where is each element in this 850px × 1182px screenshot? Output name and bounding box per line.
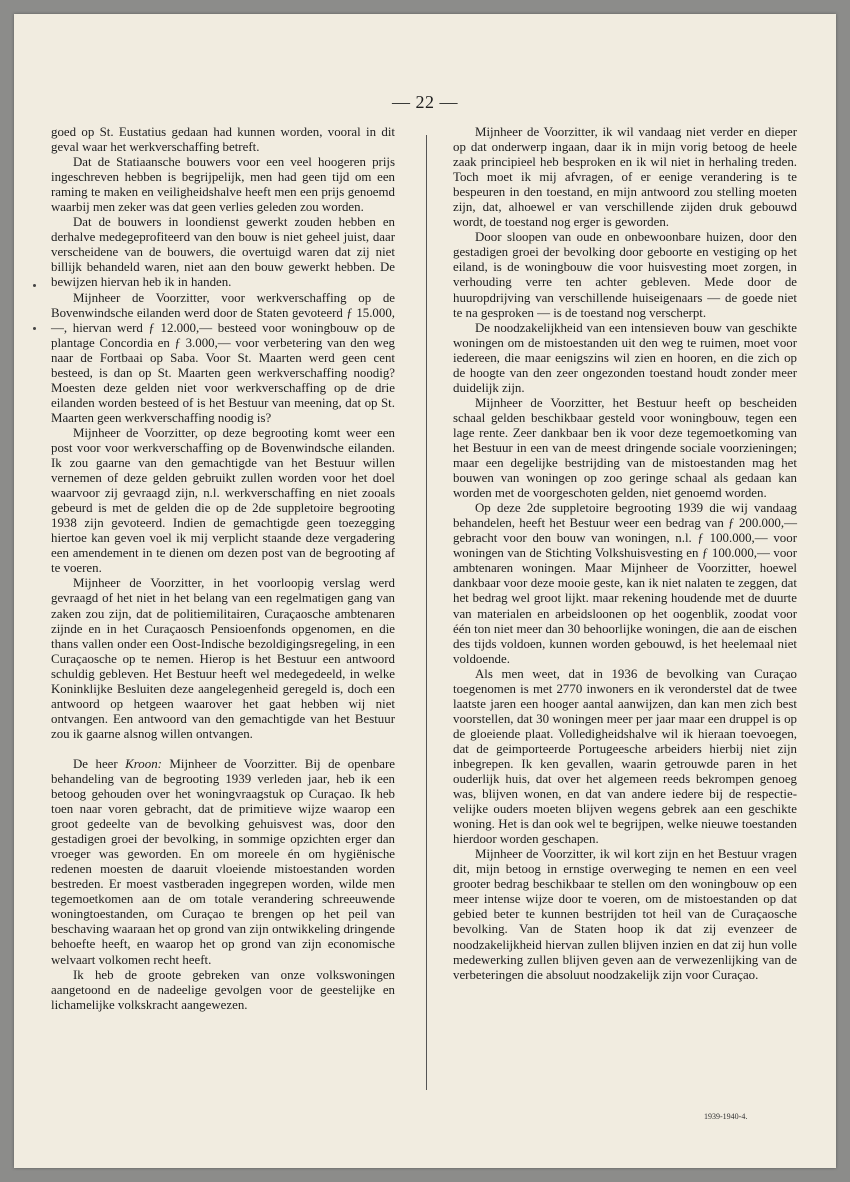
paragraph: Op deze 2de suppletoire begrooting 1939 die wij vandaag behandelen, heeft het Bestuur weer een bedrag van ƒ 200.000,— gebracht voor den bouw van woningen, n.l. ƒ 100.000,— voor woningen van de Stichting Volkshuisvesting en ƒ 100.000,— voor ambtenaren woningen. Maar Mijnheer de Voorzitter, hoewel dankbaar voor deze mooie geste, kan ik niet nalaten te zeggen, dat het bedrag wel groot lijkt. maar rekening houdende met de duurte van materialen en arbeidsloonen op het oogenblik, zoodat voor één ton niet meer dan 30 behoorlijke woningen, die aan de eischen des tijds voldoen, kunnen worden gebouwd, is het heelemaal niet voldoende. — [453, 501, 797, 666]
paragraph: Als men weet, dat in 1936 de bevolking van Curaçao toegenomen is met 2770 inwoners en ik veronderstel dat de twee laatste jaren een hooger aantal aanwijzen, dan kan men zich best voorstellen, dat 30 woningen meer per jaar maar een druppel is op de gloeiende plaat. Volledigheidshalve wil ik hieraan toevoegen, dat de geimporteerde Portugeesche arbeiders hierbij niet zijn inbegrepen. Ik ken gevallen, waarin getrouwde paren in het ouderlijk huis, dat over het algemeen reeds bekrompen genoeg was, blijven wonen, en dat van andere iedere bij de respectievelijke ouders moeten blijven wegens gebrek aan een geschikte woning. Het is dan ook wel te begrijpen, welke nieuwe toestanden hierdoor worden geschapen. — [453, 666, 797, 847]
binding-hole-mark — [33, 327, 36, 330]
column-divider — [426, 135, 427, 1090]
paragraph: Ik heb de groote gebreken van onze volkswoningen aangetoond en de nadeelige gevolgen voor de geestelijke en lichamelijke volkskracht aangewezen. — [51, 967, 395, 1012]
paragraph: Mijnheer de Voorzitter, op deze begrooting komt weer een post voor voor werkverschaffing op de Bovenwindsche eilanden. Ik zou gaarne van den gemachtigde van het Bestuur willen vernemen of deze gelden gebruikt zullen worden voor het doel waarvoor zij gevraagd zijn, n.l. werkverschaffing en niet zooals gebeurd is met de gelden die op de 2de suppletoire begrooting 1938 zijn gevoteerd. Indien de gemachtigde geen toezegging hiertoe kan geven voel ik mij verplicht staande deze vergadering een amendement in te dienen om dezen post van de begrooting af te voeren. — [51, 425, 395, 576]
page-number: — 22 — — [392, 92, 458, 112]
paragraph: De noodzakelijkheid van een intensieven bouw van geschikte woningen om de mistoestanden uit den weg te ruimen, moet voor iedereen, die maar eenigszins wil zien en hooren, en die zich op de hoogte van den zeer ongezonden toestand houdt zonder meer duidelijk zijn. — [453, 320, 797, 395]
paragraph: Mijnheer de Voorzitter, ik wil vandaag niet verder en dieper op dat onderwerp ingaan, daar ik in mijn vorig betoog de heele zaak principieel heb besproken en ik wil niet in herhaling treden. Toch moet ik mij afvragen, of er eenige verandering is te bespeuren in den toestand, en mijn antwoord zou stelling moeten zijn, dat, alhoewel er van verschillende zijden druk gebouwd wordt, de toestand nog erger is geworden. — [453, 125, 797, 230]
paragraph: Mijnheer de Voorzitter, ik wil kort zijn en het Bestuur vragen dit, mijn betoog in ernstige overweging te nemen en een veel grooter bedrag beschikbaar te stellen om den woningbouw op een meer intense wijze door te voeren, om de mistoestanden op dat gebied beter te kunnen bestrijden tot heil van de Curaçaosche bevolking. Van de Staten hoop ik dat zij evenzeer de noodzakelijkheid hiervan zullen blijven inzien en dat zij hun volle medewerking zullen blijven geven aan de verwezenlijking van de verbeteringen die absoluut noodzakelijk zijn voor Curaçao. — [453, 847, 797, 982]
right-column — [453, 125, 797, 983]
left-column — [51, 125, 395, 1013]
paragraph: Mijnheer de Voorzitter, het Bestuur heeft op bescheiden schaal gelden beschikbaar gesteld voor woningbouw, tegen een lage rente. Zeer dankbaar ben ik voor deze tegemoetkoming van het Bestuur in een van de meest dringende sociale voorzieningen; maar een degelijke bestrijding van de mistoestanden mag het bouwen van woningen op zoo geringe schaal als gedaan kan worden met de voorgeschoten gelden, niet genoemd worden. — [453, 395, 797, 501]
paragraph: Mijnheer de Voorzitter, in het voorloopig verslag werd gevraagd of het niet in het belang van een regelmatigen gang van zaken zou zijn, dat de politiemilitairen, Curaçaosche ambtenaren zijnde en in het Curaçaosch Pensioenfonds opgenomen, en die thans vallen onder een Oost-Indische bezoldigingsregeling, in een Curaçaosche op te nemen. Hierop is het Bestuur een antwoord schuldig gebleven. Het Bestuur heeft wel medegedeeld, in welke Koninklijke Besluiten deze aangelegenheid geregeld is, doch een antwoord op hetgeen waarover het gaat hebben wij niet ontvangen. Een antwoord van den gemachtigde van het Bestuur zou ik gaarne alsnog willen ontvangen. — [51, 576, 395, 741]
print-code: 1939-1940-4. — [704, 1112, 748, 1121]
document-page — [14, 14, 836, 1168]
binding-hole-mark — [33, 284, 36, 287]
paragraph: Dat de bouwers in loondienst gewerkt zouden hebben en derhalve medegeprofiteerd van den bouw is niet geheel juist, daar verscheidene van de bouwers, die overtuigd waren dat zij niet billijk behandeld waren, niet aan den bouw gewerkt hebben. De bewijzen hiervan heb ik in handen. — [51, 215, 395, 290]
paragraph: Door sloopen van oude en onbewoonbare huizen, door den gestadigen groei der bevolking door geboorte en vestiging op het eiland, is de woningbouw die voor huisvesting moet zorgen, in verhouding verre ten achter gebleven. Mede door de huuropdrijving van verschillende huiseigenaars — de goede niet te na gesproken — is de toestand nog verscherpt. — [453, 230, 797, 320]
paragraph: goed op St. Eustatius gedaan had kunnen worden, vooral in dit geval waar het werkverschaffing betreft. — [51, 125, 395, 155]
paragraph: Mijnheer de Voorzitter, voor werkverschaffing op de Bovenwindsche eilanden werd door de Staten gevoteerd ƒ 15.000,—, hiervan werd ƒ 12.000,— besteed voor woningbouw op de plantage Concordia en ƒ 3.000,— voor verbetering van den weg naar de Fortbaai op Saba. Voor St. Maarten werd geen cent besteed, is dan op St. Maarten geen werkverschaffing noodig? Moesten deze gelden niet voor werkverschaffing op de drie eilanden worden besteed of is het Bestuur van meening, dat op St. Maarten geen werkverschaffing noodig is? — [51, 290, 395, 425]
paragraph: De heer Kroon: Mijnheer de Voorzitter. Bij de openbare behandeling van de begrooting 1939 verleden jaar, heb ik een betoog gehouden over het woningvraagstuk op Curaçao. Ik heb toen naar voren gebracht, dat de primitieve wijze waarop een groot gedeelte van de bevolking gehuisvest was, door den gestadigen groei der bevolking, in sommige opzichten erger dan vroeger was geworden. En om moreele én om hygiënische redenen moesten de daaruit vloeiende mistoestanden worden bestreden. Er moest vastberaden ingegrepen worden, wilde men tegemoetkomen aan de om totale verandering schreeuwende woningtoestanden, om Curaçao te brengen op het peil van beschaving waaraan het op grond van zijn ontwikkeling dringende behoefte heeft, en waarop het op grond van zijn economische welvaart volkomen recht heeft. — [51, 756, 395, 967]
paragraph: Dat de Statiaansche bouwers voor een veel hoogeren prijs ingeschreven hebben is begrijpelijk, men had geen tijd om een raming te maken en veiligheidshalve heeft men een prijs genoemd waarbij men zeker was dat geen verlies geleden zou worden. — [51, 155, 395, 215]
